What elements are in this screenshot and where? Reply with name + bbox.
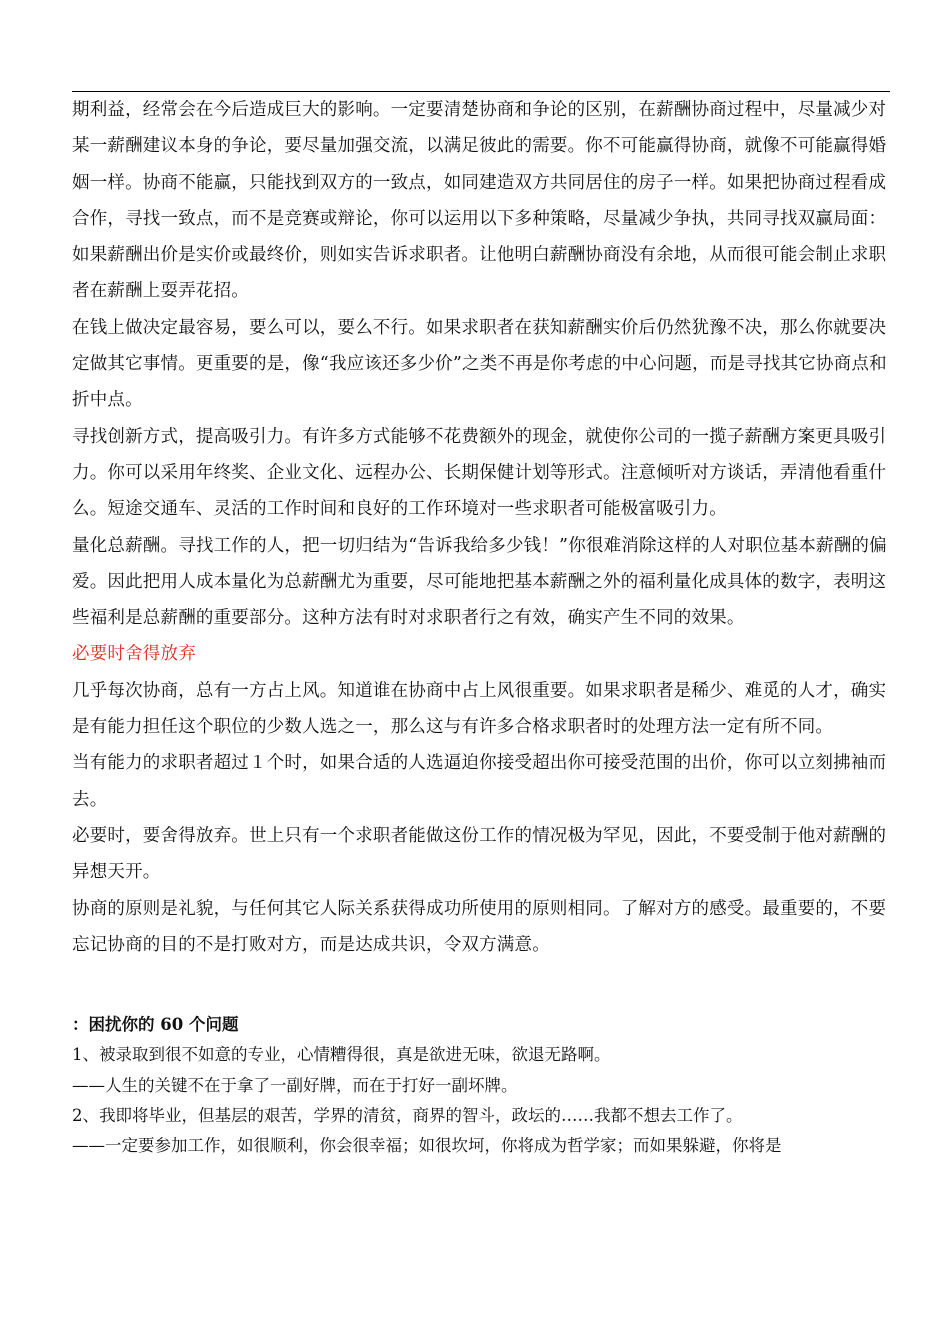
qa-line: ——人生的关键不在于拿了一副好牌，而在于打好一副坏牌。 [72, 1075, 518, 1095]
qa-section [72, 1010, 890, 1161]
paragraph: 必要时，要舍得放弃。世上只有一个求职者能做这份工作的情况极为罕见，因此，不要受制于他对薪酬的异想天开。 [72, 825, 887, 883]
paragraph: 寻找创新方式，提高吸引力。有许多方式能够不花费额外的现金，就使你公司的一揽子薪酬方案更具吸引力。你可以采用年终奖、企业文化、远程办公、长期保健计划等形式。注意倾听对方谈话，弄清他看重什么。短途交通车、灵活的工作时间和良好的工作环境对一些求职者可能极富吸引力。 [72, 426, 887, 520]
qa-line: 1、被录取到很不如意的专业，心情糟得很，真是欲进无味，欲退无路啊。 [72, 1045, 611, 1065]
spacer [72, 963, 890, 999]
paragraph: 协商的原则是礼貌，与任何其它人际关系获得成功所使用的原则相同。了解对方的感受。最重要的，不要忘记协商的目的不是打败对方，而是达成共识，令双方满意。 [72, 898, 887, 955]
qa-line: ——一定要参加工作，如很顺利，你会很幸福；如很坎坷，你将成为哲学家；而如果躲避，你将是 [72, 1136, 782, 1156]
paragraph: 量化总薪酬。寻找工作的人，把一切归结为“告诉我给多少钱！”你很难消除这样的人对职位基本薪酬的偏爱。因此把用人成本量化为总薪酬尤为重要，尽可能地把基本薪酬之外的福利量化成具体的数字，表明这些福利是总薪酬的重要部分。这种方法有时对求职者行之有效，确实产生不同的效果。 [72, 535, 887, 629]
red-subheading: 必要时舍得放弃 [72, 644, 196, 665]
qa-line: 2、我即将毕业，但基层的艰苦，学界的清贫，商界的智斗，政坛的……我都不想去工作了。 [72, 1106, 743, 1126]
paragraph: 在钱上做决定最容易，要么可以，要么不行。如果求职者在获知薪酬实价后仍然犹豫不决，那么你就要决定做其它事情。更重要的是，像“我应该还多少价”之类不再是你考虑的中心问题，而是寻找其它协商点和折中点。 [72, 317, 887, 411]
paragraph: 期利益，经常会在今后造成巨大的影响。一定要清楚协商和争论的区别，在薪酬协商过程中，尽量减少对某一薪酬建议本身的争论，要尽量加强交流，以满足彼此的需要。你不可能赢得协商，就像不可能赢得婚姻一样。协商不能赢，只能找到双方的一致点，如同建造双方共同居住的房子一样。如果把协商过程看成合作，寻找一致点，而不是竞赛或辩论，你可以运用以下多种策略，尽量减少争执，共同寻找双赢局面： [72, 100, 887, 229]
paragraph: 几乎每次协商，总有一方占上风。知道谁在协商中占上风很重要。如果求职者是稀少、难觅的人才，确实是有能力担任这个职位的少数人选之一，那么这与有许多合格求职者时的处理方法一定有所不同。 [72, 680, 887, 738]
paragraph: 如果薪酬出价是实价或最终价，则如实告诉求职者。让他明白薪酬协商没有余地，从而很可能会制止求职者在薪酬上耍弄花招。 [72, 245, 887, 302]
document-body [72, 92, 890, 1162]
paragraph: 当有能力的求职者超过１个时，如果合适的人选逼迫你接受超出你可接受范围的出价，你可以立刻拂袖而去。 [72, 753, 887, 810]
section-heading: ：困扰你的 60 个问题 [72, 1015, 239, 1035]
